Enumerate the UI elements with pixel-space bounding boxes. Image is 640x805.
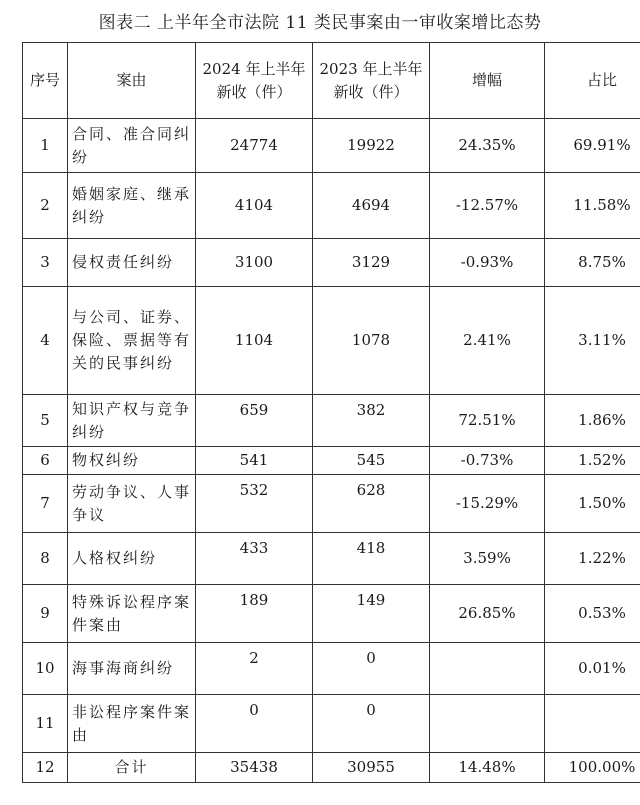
row-cause: 非讼程序案件案由 — [68, 695, 196, 753]
row-cause: 物权纠纷 — [68, 447, 196, 475]
row-cause: 海事海商纠纷 — [68, 643, 196, 695]
table-row — [23, 119, 640, 173]
table-row — [23, 695, 640, 753]
row-2024-count: 189 — [196, 585, 313, 643]
row-cause: 人格权纠纷 — [68, 533, 196, 585]
row-2024-count: 24774 — [196, 119, 313, 173]
row-2023-count: 545 — [313, 447, 430, 475]
table-row — [23, 395, 640, 447]
header-cause: 案由 — [68, 43, 196, 119]
row-index: 1 — [23, 119, 68, 173]
row-2024-count: 541 — [196, 447, 313, 475]
row-index: 4 — [23, 287, 68, 395]
row-2023-count: 1078 — [313, 287, 430, 395]
row-2023-count: 4694 — [313, 173, 430, 239]
row-growth: -12.57% — [430, 173, 545, 239]
row-growth: 14.48% — [430, 753, 545, 783]
row-2024-count: 1104 — [196, 287, 313, 395]
table-caption: 图表二 上半年全市法院 11 类民事案由一审收案增比态势 — [98, 13, 542, 33]
row-share — [545, 695, 640, 753]
row-index: 3 — [23, 239, 68, 287]
row-share: 3.11% — [545, 287, 640, 395]
table-row-total — [23, 753, 640, 783]
row-growth — [430, 643, 545, 695]
row-2024-count: 659 — [196, 395, 313, 447]
row-index: 8 — [23, 533, 68, 585]
row-2023-count: 0 — [313, 643, 430, 695]
row-index: 10 — [23, 643, 68, 695]
header-2023: 2023 年上半年新收（件） — [313, 43, 430, 119]
row-2024-count: 35438 — [196, 753, 313, 783]
row-growth: 72.51% — [430, 395, 545, 447]
row-cause: 婚姻家庭、继承纠纷 — [68, 173, 196, 239]
table-row — [23, 533, 640, 585]
header-index: 序号 — [23, 43, 68, 119]
row-growth: 2.41% — [430, 287, 545, 395]
row-growth: -0.73% — [430, 447, 545, 475]
row-share: 69.91% — [545, 119, 640, 173]
table-row — [23, 585, 640, 643]
row-2024-count: 0 — [196, 695, 313, 753]
row-share: 1.86% — [545, 395, 640, 447]
row-2023-count: 0 — [313, 695, 430, 753]
row-cause: 侵权责任纠纷 — [68, 239, 196, 287]
table-row — [23, 173, 640, 239]
row-2024-count: 532 — [196, 475, 313, 533]
row-2024-count: 2 — [196, 643, 313, 695]
table-row — [23, 239, 640, 287]
row-index: 9 — [23, 585, 68, 643]
row-2024-count: 433 — [196, 533, 313, 585]
row-growth: 3.59% — [430, 533, 545, 585]
row-index: 5 — [23, 395, 68, 447]
row-2023-count: 3129 — [313, 239, 430, 287]
row-index: 12 — [23, 753, 68, 783]
row-growth: -0.93% — [430, 239, 545, 287]
table-row — [23, 447, 640, 475]
row-index: 6 — [23, 447, 68, 475]
row-2023-count: 19922 — [313, 119, 430, 173]
row-cause: 与公司、证券、保险、票据等有关的民事纠纷 — [68, 287, 196, 395]
row-2023-count: 149 — [313, 585, 430, 643]
row-growth: 26.85% — [430, 585, 545, 643]
row-share: 1.50% — [545, 475, 640, 533]
row-growth — [430, 695, 545, 753]
row-share: 0.01% — [545, 643, 640, 695]
row-2023-count: 628 — [313, 475, 430, 533]
row-share: 1.22% — [545, 533, 640, 585]
header-row — [23, 43, 640, 119]
row-share: 8.75% — [545, 239, 640, 287]
header-growth: 增幅 — [430, 43, 545, 119]
row-cause: 合计 — [68, 753, 196, 783]
row-growth: -15.29% — [430, 475, 545, 533]
row-share: 0.53% — [545, 585, 640, 643]
table-row — [23, 643, 640, 695]
row-share: 1.52% — [545, 447, 640, 475]
row-index: 11 — [23, 695, 68, 753]
row-cause: 劳动争议、人事争议 — [68, 475, 196, 533]
row-2023-count: 382 — [313, 395, 430, 447]
row-share: 100.00% — [545, 753, 640, 783]
row-2024-count: 3100 — [196, 239, 313, 287]
header-share: 占比 — [545, 43, 640, 119]
row-cause: 特殊诉讼程序案件案由 — [68, 585, 196, 643]
civil-case-table — [22, 42, 640, 783]
row-index: 2 — [23, 173, 68, 239]
row-2024-count: 4104 — [196, 173, 313, 239]
row-share: 11.58% — [545, 173, 640, 239]
row-index: 7 — [23, 475, 68, 533]
row-cause: 合同、准合同纠纷 — [68, 119, 196, 173]
row-2023-count: 418 — [313, 533, 430, 585]
table-row — [23, 287, 640, 395]
row-2023-count: 30955 — [313, 753, 430, 783]
row-cause: 知识产权与竞争纠纷 — [68, 395, 196, 447]
row-growth: 24.35% — [430, 119, 545, 173]
table-row — [23, 475, 640, 533]
header-2024: 2024 年上半年新收（件） — [196, 43, 313, 119]
